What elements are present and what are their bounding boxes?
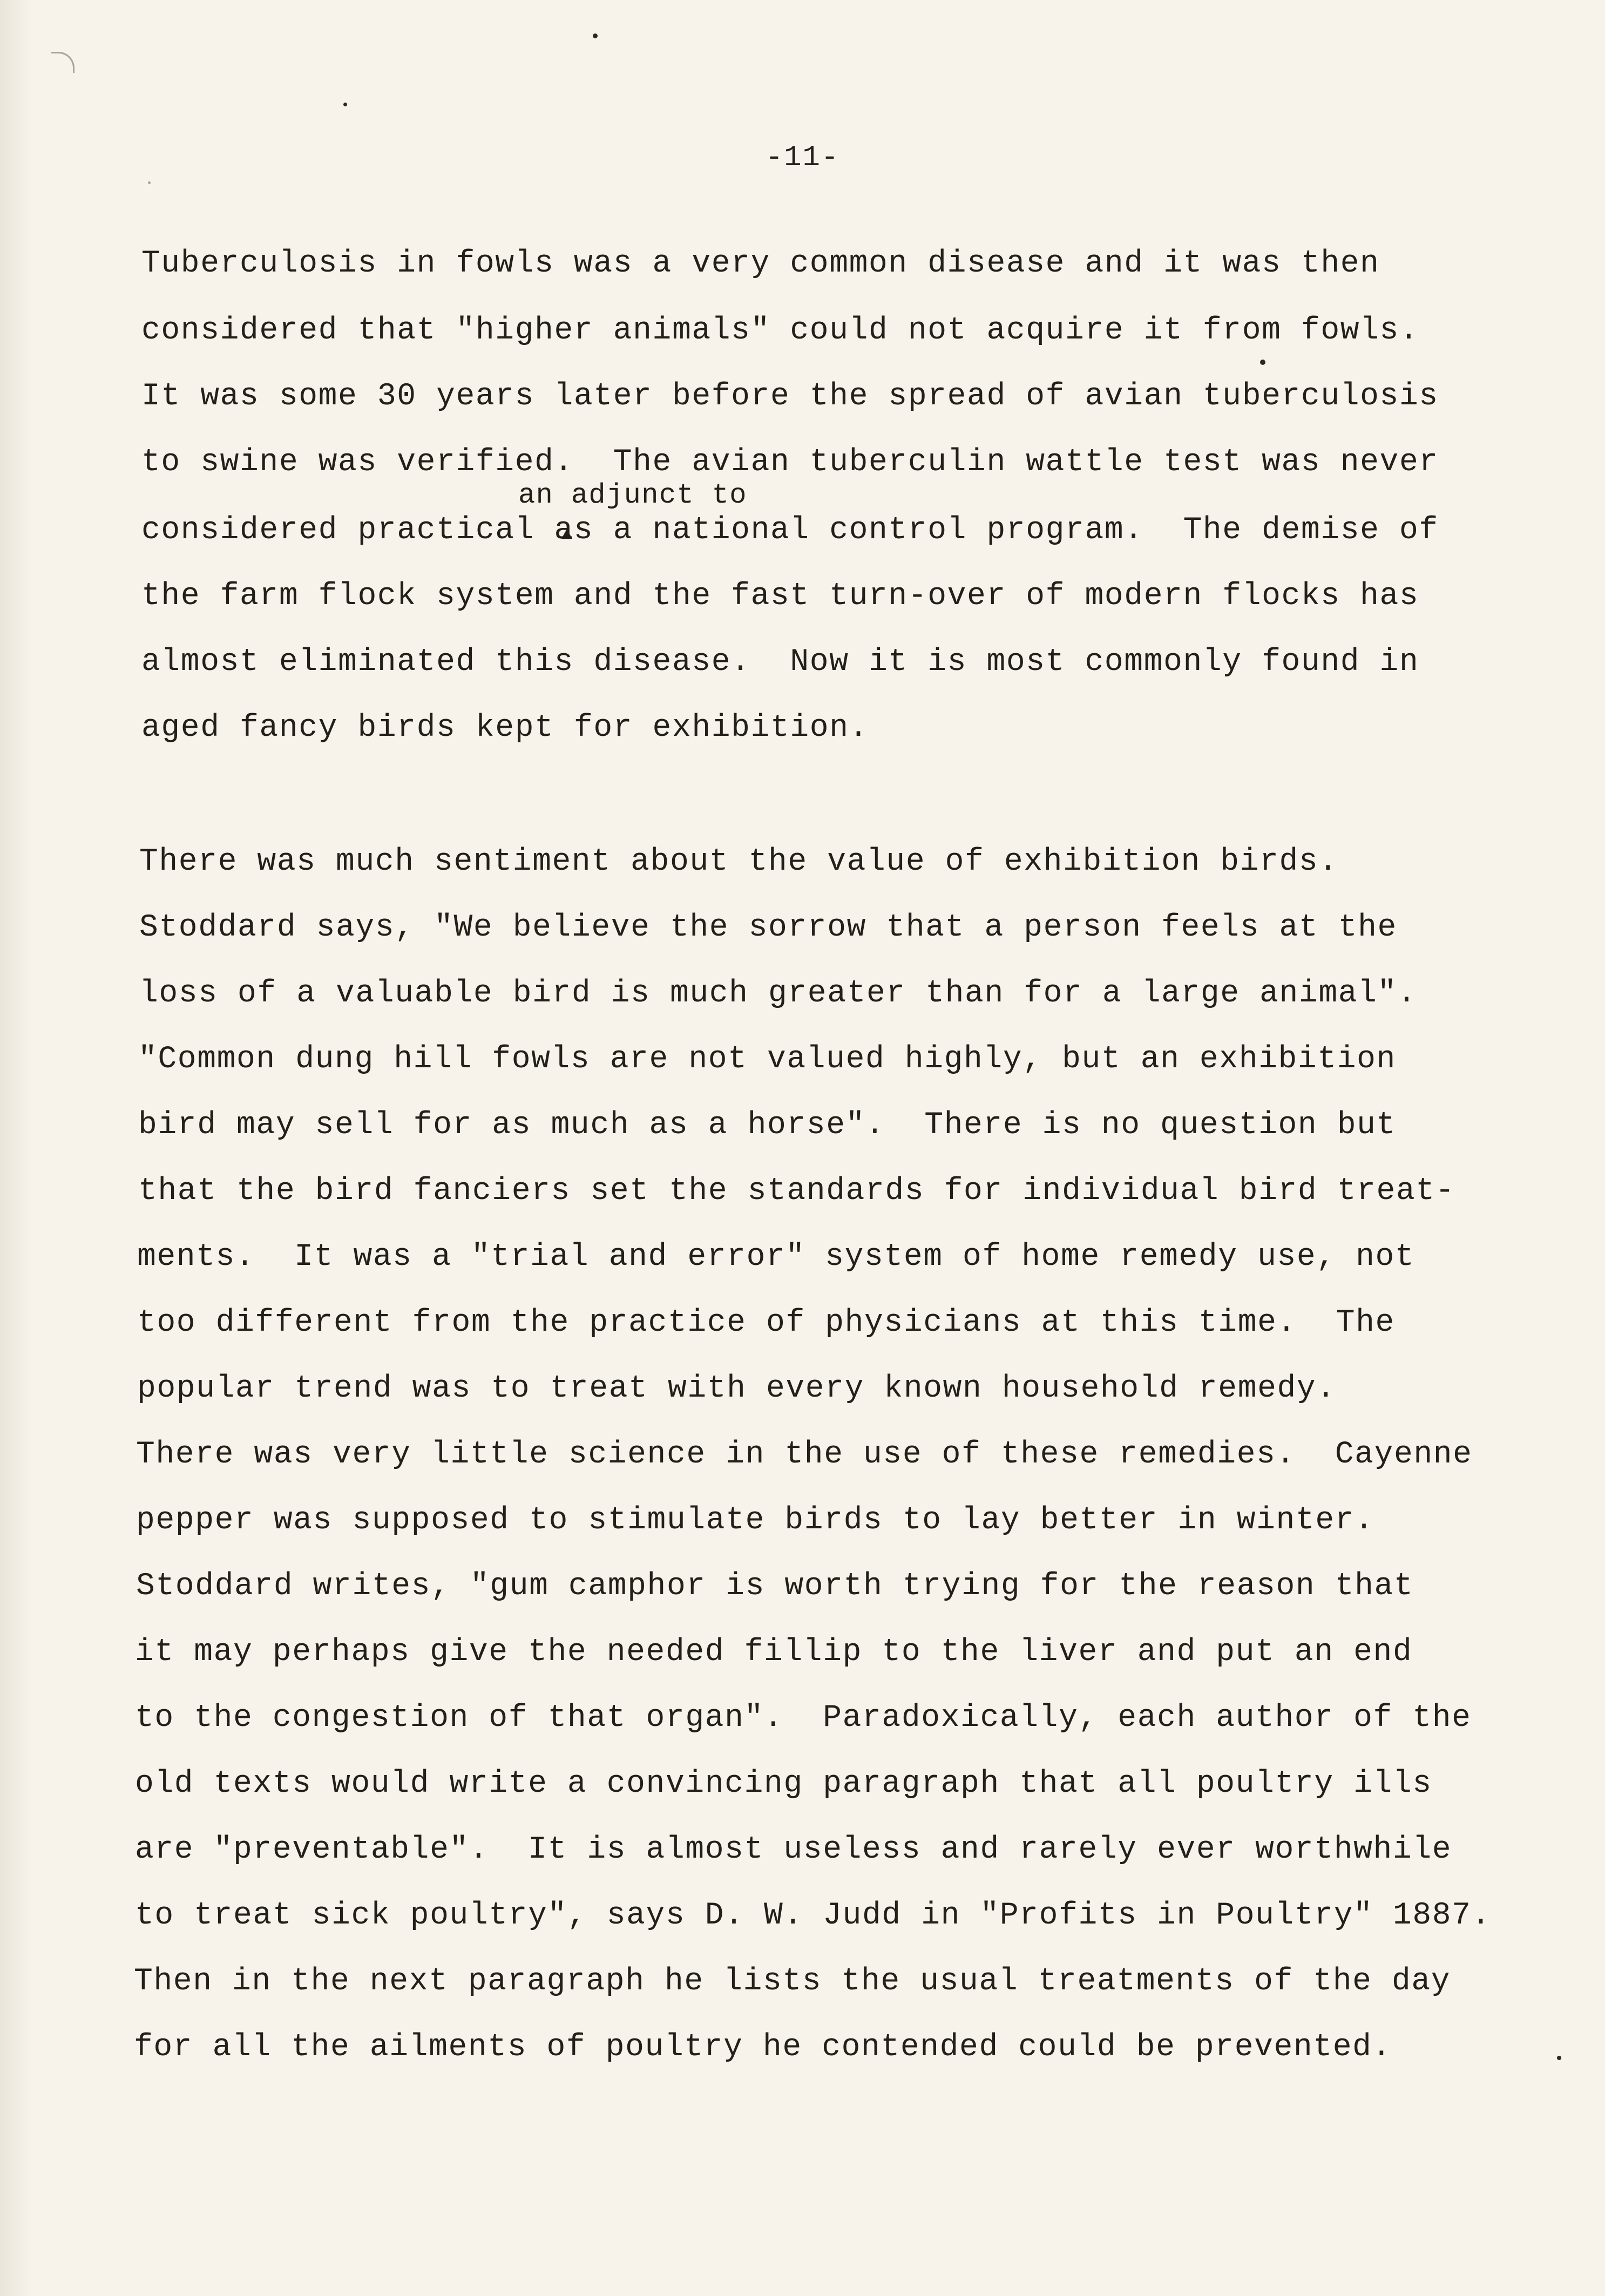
text-line: that the bird fanciers set the standards for individual bird treat- xyxy=(138,1174,1455,1209)
text-line: pepper was supposed to stimulate birds to lay better in winter. xyxy=(136,1503,1374,1538)
ink-speck xyxy=(343,103,347,106)
text-line: Then in the next paragraph he lists the usual treatments of the day xyxy=(134,1964,1451,1999)
ink-speck xyxy=(1557,2056,1561,2060)
ink-speck xyxy=(1260,360,1265,365)
text-line: aged fancy birds kept for exhibition. xyxy=(141,710,869,746)
text-line: old texts would write a convincing paragraph that all poultry ills xyxy=(135,1766,1432,1801)
text-line: There was very little science in the use of these remedies. Cayenne xyxy=(136,1437,1473,1472)
text-line: almost eliminated this disease. Now it is most commonly found in xyxy=(141,645,1419,680)
ink-speck xyxy=(148,181,151,184)
text-line: to treat sick poultry", says D. W. Judd in "Profits in Poultry" 1887. xyxy=(135,1898,1491,1933)
text-line: it may perhaps give the needed fillip to the liver and put an end xyxy=(135,1635,1413,1670)
text-line: too different from the practice of physicians at this time. The xyxy=(137,1305,1395,1340)
text-line: It was some 30 years later before the spread of avian tuberculosis xyxy=(141,379,1439,414)
text-line: Tuberculosis in fowls was a very common disease and it was then xyxy=(141,246,1380,281)
handwritten-insertion: an adjunct to xyxy=(518,479,747,511)
ink-speck xyxy=(593,33,598,38)
text-line: the farm flock system and the fast turn-over of modern flocks has xyxy=(141,579,1419,614)
text-line: to swine was verified. The avian tuberculin wattle test was never xyxy=(141,445,1439,480)
text-line: popular trend was to treat with every known household remedy. xyxy=(137,1371,1336,1406)
text-line: for all the ailments of poultry he contended could be prevented. xyxy=(134,2030,1392,2065)
text-line: Stoddard says, "We believe the sorrow that a person feels at the xyxy=(139,910,1397,945)
text-line: considered practical as a national control program. The demise of xyxy=(141,513,1439,548)
text-line: There was much sentiment about the value of exhibition birds. xyxy=(139,844,1338,879)
text-line: bird may sell for as much as a horse". There is no question but xyxy=(138,1108,1396,1143)
text-line: to the congestion of that organ". Paradoxically, each author of the xyxy=(135,1701,1472,1736)
corner-mark xyxy=(51,52,75,73)
text-line: considered that "higher animals" could not acquire it from fowls. xyxy=(141,313,1419,348)
text-line: ments. It was a "trial and error" system of home remedy use, not xyxy=(137,1240,1415,1275)
text-line: are "preventable". It is almost useless and rarely ever worthwhile xyxy=(135,1832,1452,1867)
text-line: "Common dung hill fowls are not valued highly, but an exhibition xyxy=(138,1042,1396,1077)
text-line: Stoddard writes, "gum camphor is worth trying for the reason that xyxy=(136,1569,1414,1604)
text-line: loss of a valuable bird is much greater than for a large animal". xyxy=(139,976,1417,1011)
page-number: -11- xyxy=(765,141,840,174)
